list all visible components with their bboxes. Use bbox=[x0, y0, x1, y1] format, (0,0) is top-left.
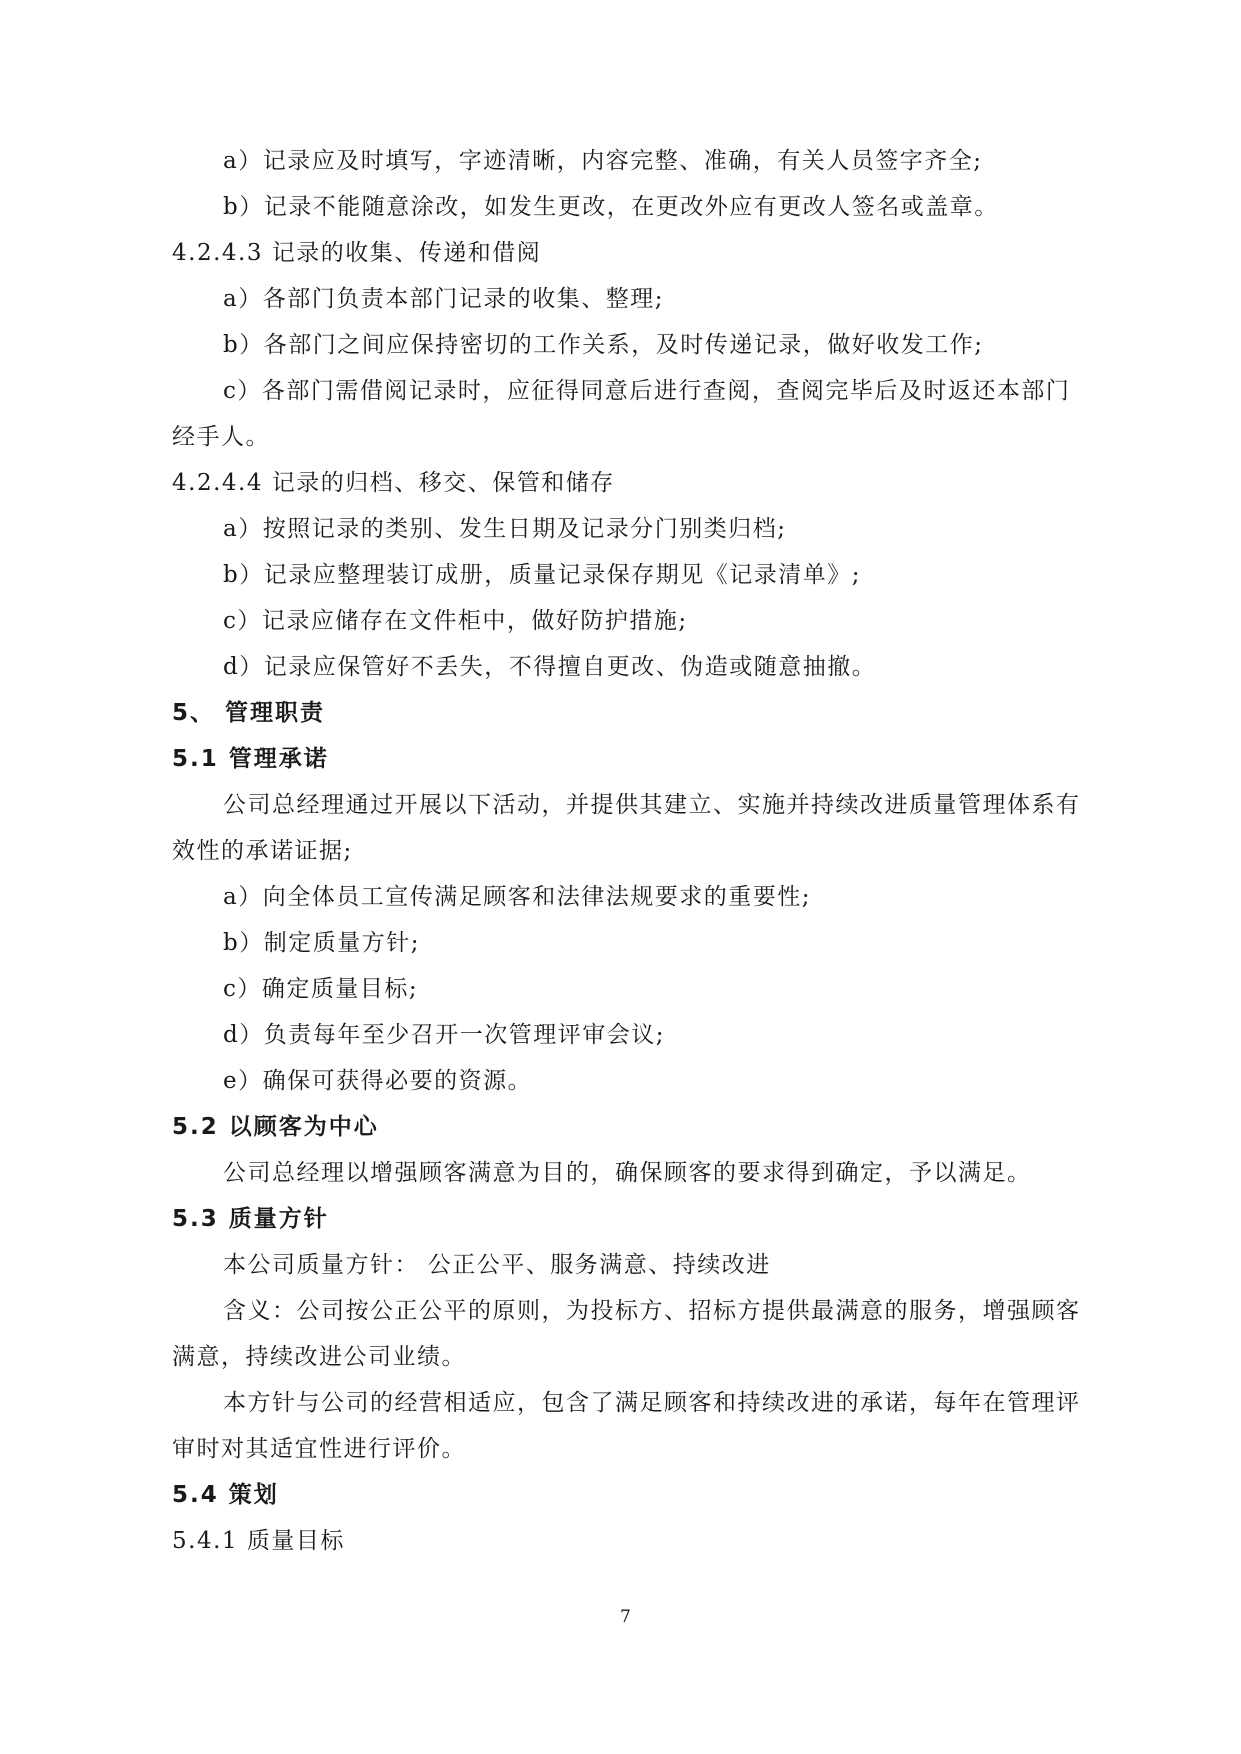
text-line: 公司总经理通过开展以下活动，并提供其建立、实施并持续改进质量管理体系有 bbox=[223, 792, 1081, 818]
text-line: 满意，持续改进公司业绩。 bbox=[172, 1344, 466, 1370]
text-line: 经手人。 bbox=[172, 424, 270, 450]
text-line: c）各部门需借阅记录时，应征得同意后进行查阅，查阅完毕后及时返还本部门 bbox=[223, 378, 1071, 404]
text-line: a）各部门负责本部门记录的收集、整理; bbox=[223, 286, 664, 312]
chapter-heading: 5、 管理职责 bbox=[172, 700, 326, 726]
text-line: a）向全体员工宣传满足顾客和法律法规要求的重要性; bbox=[223, 884, 811, 910]
text-line: d）负责每年至少召开一次管理评审会议; bbox=[223, 1022, 665, 1048]
section-heading: 4.2.4.4 记录的归档、移交、保管和储存 bbox=[172, 470, 615, 496]
section-heading: 4.2.4.3 记录的收集、传递和借阅 bbox=[172, 240, 542, 266]
text-line: 含义：公司按公正公平的原则，为投标方、招标方提供最满意的服务，增强顾客 bbox=[223, 1298, 1081, 1324]
text-line: b）各部门之间应保持密切的工作关系，及时传递记录，做好收发工作; bbox=[223, 332, 984, 358]
text-line: 审时对其适宜性进行评价。 bbox=[172, 1436, 466, 1462]
text-line: b）记录应整理装订成册，质量记录保存期见《记录清单》; bbox=[223, 562, 861, 588]
subsection-heading: 5.4.1 质量目标 bbox=[172, 1528, 345, 1554]
text-line: e）确保可获得必要的资源。 bbox=[223, 1068, 533, 1094]
text-line: 本公司质量方针： 公正公平、服务满意、持续改进 bbox=[223, 1252, 771, 1278]
text-line: b）制定质量方针; bbox=[223, 930, 420, 956]
text-line: a）按照记录的类别、发生日期及记录分门别类归档; bbox=[223, 516, 787, 542]
section-heading: 5.1 管理承诺 bbox=[172, 746, 329, 772]
section-heading: 5.3 质量方针 bbox=[172, 1206, 329, 1232]
text-line: 本方针与公司的经营相适应，包含了满足顾客和持续改进的承诺，每年在管理评 bbox=[223, 1390, 1081, 1416]
text-line: c）记录应储存在文件柜中，做好防护措施; bbox=[223, 608, 688, 634]
section-heading: 5.2 以顾客为中心 bbox=[172, 1114, 379, 1140]
section-heading: 5.4 策划 bbox=[172, 1482, 279, 1508]
text-line: 效性的承诺证据; bbox=[172, 838, 353, 864]
page-number: 7 bbox=[620, 1607, 631, 1627]
text-line: b）记录不能随意涂改，如发生更改，在更改外应有更改人签名或盖章。 bbox=[223, 194, 999, 220]
text-line: a）记录应及时填写，字迹清晰，内容完整、准确，有关人员签字齐全; bbox=[223, 148, 983, 174]
text-line: 公司总经理以增强顾客满意为目的，确保顾客的要求得到确定，予以满足。 bbox=[223, 1160, 1032, 1186]
text-line: d）记录应保管好不丢失，不得擅自更改、伪造或随意抽撤。 bbox=[223, 654, 877, 680]
text-line: c）确定质量目标; bbox=[223, 976, 419, 1002]
